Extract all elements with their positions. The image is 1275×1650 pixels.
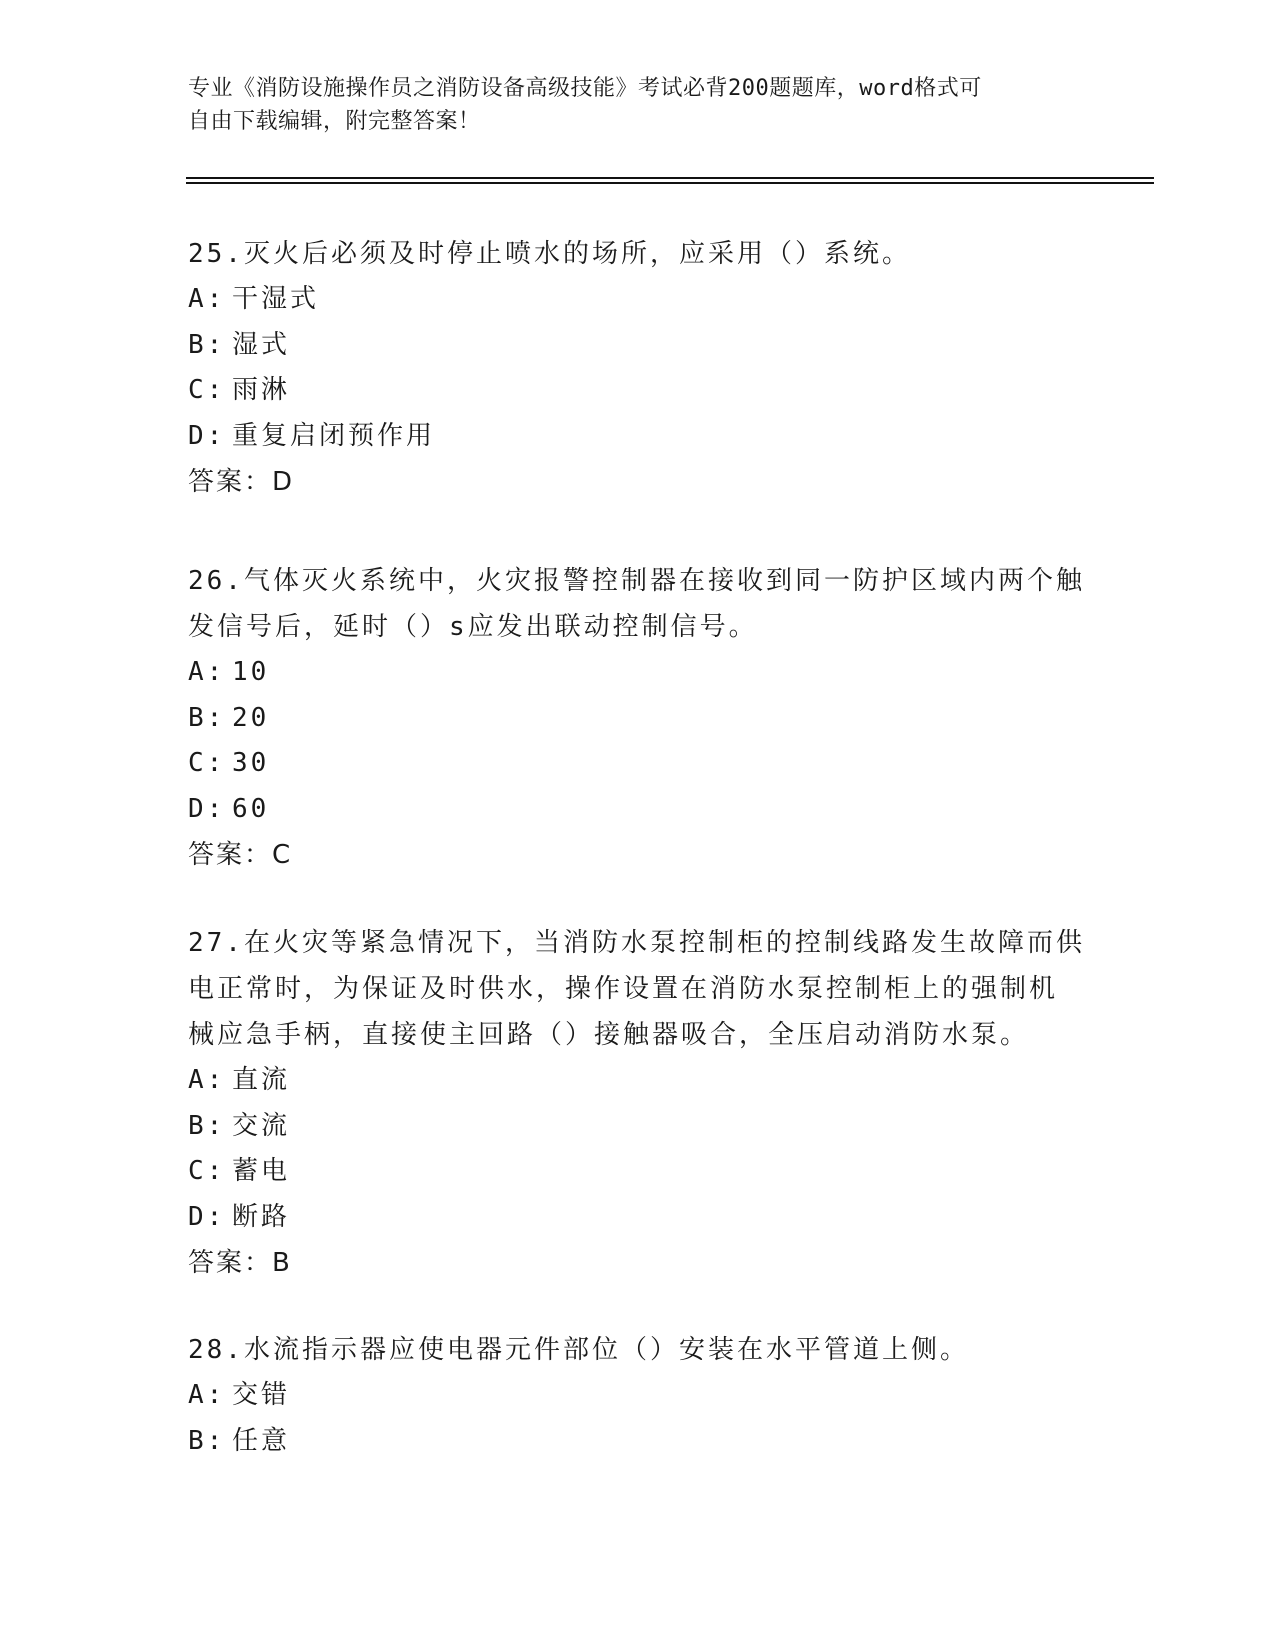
option-label: C: (188, 1156, 226, 1186)
option-label: A: (188, 657, 226, 687)
option-c (188, 368, 1088, 414)
option-text: 重复启闭预作用 (232, 420, 436, 451)
option-b (188, 696, 1088, 742)
question-stem-line: 电正常时，为保证及时供水，操作设置在消防水泵控制柜上的强制机 (188, 974, 1059, 1004)
option-label: C: (188, 375, 226, 405)
document-header (188, 72, 1088, 138)
option-d (188, 414, 1088, 460)
option-label: C: (188, 748, 226, 778)
answer: 答案：D (188, 467, 295, 497)
option-text: 直流 (232, 1065, 291, 1095)
option-label: B: (188, 1425, 226, 1456)
option-text: 雨淋 (232, 375, 291, 405)
header-line-1: 专业《消防设施操作员之消防设备高级技能》考试必背200题题库，word格式可 (188, 76, 982, 101)
option-b (188, 323, 1088, 369)
option-label: D: (188, 1201, 226, 1232)
option-text: 20 (232, 702, 270, 733)
option-c (188, 1149, 1088, 1195)
header-divider-bottom (186, 182, 1154, 184)
option-label: A: (188, 1065, 226, 1095)
question-stem-line: 25.灭火后必须及时停止喷水的场所，应采用（）系统。 (188, 239, 911, 269)
option-a (188, 650, 1088, 696)
question-25 (188, 231, 1088, 505)
question-26 (188, 558, 1088, 878)
answer: 答案：C (188, 840, 293, 870)
option-b (188, 1104, 1088, 1150)
option-text: 任意 (232, 1425, 291, 1456)
option-text: 10 (232, 657, 270, 687)
option-b (188, 1419, 1088, 1465)
option-text: 30 (232, 748, 270, 778)
option-label: B: (188, 702, 226, 733)
option-a (188, 277, 1088, 323)
option-label: A: (188, 284, 226, 314)
answer: 答案：B (188, 1248, 292, 1278)
option-text: 断路 (232, 1201, 291, 1232)
option-label: B: (188, 1110, 226, 1141)
option-d (188, 1195, 1088, 1241)
option-a (188, 1373, 1088, 1419)
option-text: 60 (232, 793, 270, 824)
option-text: 交错 (232, 1380, 291, 1410)
question-stem-line: 发信号后，延时（）s应发出联动控制信号。 (188, 612, 758, 642)
question-27 (188, 920, 1088, 1286)
header-line-2: 自由下载编辑，附完整答案！ (188, 109, 481, 134)
header-divider-top (186, 177, 1154, 179)
option-label: B: (188, 329, 226, 360)
option-a (188, 1058, 1088, 1104)
question-stem-line: 26.气体灭火系统中，火灾报警控制器在接收到同一防护区域内两个触 (188, 566, 1085, 596)
option-text: 湿式 (232, 329, 291, 360)
question-stem-line: 27.在火灾等紧急情况下，当消防水泵控制柜的控制线路发生故障而供 (188, 928, 1085, 958)
option-d (188, 787, 1088, 833)
option-label: D: (188, 793, 226, 824)
option-c (188, 741, 1088, 787)
option-text: 干湿式 (232, 284, 320, 314)
option-text: 蓄电 (232, 1156, 291, 1186)
option-label: D: (188, 420, 226, 451)
question-stem-line: 28.水流指示器应使电器元件部位（）安装在水平管道上侧。 (188, 1335, 969, 1365)
option-label: A: (188, 1380, 226, 1410)
option-text: 交流 (232, 1110, 291, 1141)
question-stem-line: 械应急手柄，直接使主回路（）接触器吸合，全压启动消防水泵。 (188, 1020, 1030, 1050)
question-28 (188, 1327, 1088, 1464)
